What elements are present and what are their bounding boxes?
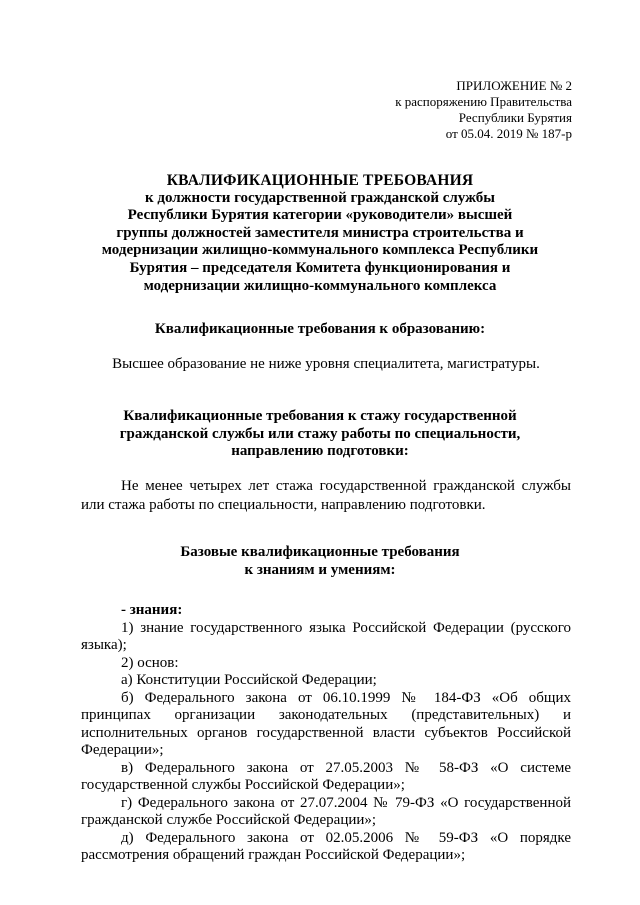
basic-requirements-heading <box>80 544 560 579</box>
title-line: группы должностей заместителя министра строительства и <box>116 224 524 241</box>
experience-heading <box>80 408 560 461</box>
basic-heading-line: Базовые квалификационные требования <box>180 544 460 560</box>
appendix-order-ref: к распоряжению Правительства <box>395 94 572 109</box>
experience-heading-line: Квалификационные требования к стажу государственной <box>123 408 517 424</box>
knowledge-list <box>81 602 571 865</box>
title-line: Бурятия – председателя Комитета функционирования и <box>129 259 511 276</box>
list-item: б) Федерального закона от 06.10.1999 № 184-ФЗ «Об общих принципах организации законодательных (представительных) и исполнительных органов государственной власти субъектов Российской Федерации»; <box>81 689 571 758</box>
knowledge-label: - знания: <box>121 602 183 618</box>
list-item: а) Конституции Российской Федерации; <box>121 672 377 688</box>
title-line: к должности государственной гражданской службы <box>144 189 495 206</box>
appendix-date: от 05.04. 2019 № 187-р <box>445 126 572 141</box>
appendix-number: ПРИЛОЖЕНИЕ № 2 <box>456 78 572 93</box>
title-line: Республики Бурятия категории «руководители» высшей <box>127 207 513 224</box>
title-line: модернизации жилищно-коммунального комплекса Республики <box>101 242 539 259</box>
education-heading: Квалификационные требования к образованию: <box>154 321 486 337</box>
list-item: д) Федерального закона от 02.05.2006 № 59-ФЗ «О порядке рассмотрения обращений граждан Российской Федерации»; <box>81 829 571 863</box>
experience-heading-line: направлению подготовки: <box>231 443 409 460</box>
title-main: КВАЛИФИКАЦИОННЫЕ ТРЕБОВАНИЯ <box>166 172 474 189</box>
appendix-block <box>395 78 572 142</box>
experience-text: Не менее четырех лет стажа государственной гражданской службы или стажа работы по специальности, направлению подготовки. <box>81 478 571 513</box>
experience-heading-line: гражданской службы или стажу работы по специальности, <box>119 425 521 442</box>
title-line: модернизации жилищно-коммунального комплекса <box>143 277 497 294</box>
basic-heading-line: к знаниям и умениям: <box>244 561 396 578</box>
list-item: 2) основ: <box>121 654 179 671</box>
list-item: г) Федерального закона от 27.07.2004 № 79-ФЗ «О государственной гражданской службе Российской Федерации»; <box>81 794 571 828</box>
appendix-republic: Республики Бурятия <box>458 110 572 125</box>
education-text: Высшее образование не ниже уровня специалитета, магистратуры. <box>112 356 540 372</box>
list-item: в) Федерального закона от 27.05.2003 № 58-ФЗ «О системе государственной службы Российской Федерации»; <box>81 759 571 793</box>
document-title <box>90 172 550 295</box>
list-item: 1) знание государственного языка Российской Федерации (русского языка); <box>81 619 571 653</box>
